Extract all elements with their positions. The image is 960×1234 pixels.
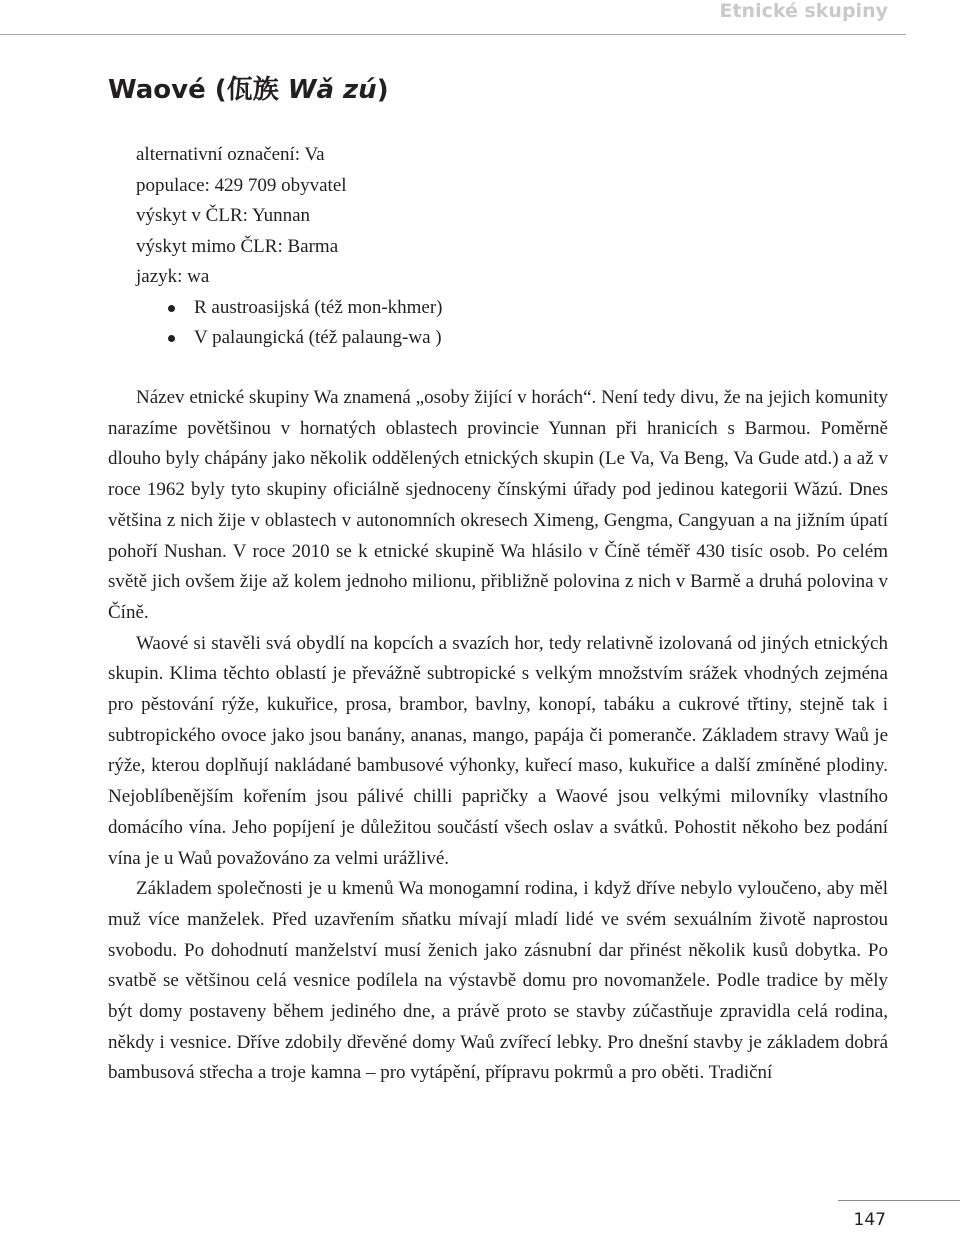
bullet-icon — [168, 305, 175, 312]
language-classification-list — [136, 293, 443, 354]
list-item — [136, 293, 443, 324]
title-pinyin: Wǎ zú — [287, 75, 377, 105]
running-head: Etnické skupiny — [719, 0, 888, 22]
region-outside: výskyt mimo ČLR: Barma — [136, 235, 339, 257]
title-chinese: 佤族 — [226, 75, 279, 105]
list-item — [136, 323, 443, 354]
alt-name: alternativní označení: Va — [136, 144, 325, 165]
title-prefix: Waové ( — [108, 75, 227, 105]
paragraph-society: Základem společnosti je u kmenů Wa monogamní rodina, i když dříve nebylo vyloučeno, aby měl muž více manželek. Před uzavřením sňatku mívají mladí lidé ve svém sexuálním životě naprostou svobodu. Po dohodnutí manželství musí ženich jako zásnubní dar přinést několik kusů dobytka. Po svatbě se většinou celá vesnice podílela na výstavbě domu pro novomanžele. Podle tradice by měly být domy postaveny během jediného dne, a právě proto se stavby zúčastňuje zpravidla celá rodina, někdy i vesnice. Dříve zdobily dřevěné domy Waů zvířecí lebky. Pro dnešní stavby je základem dobrá bambusová střecha a troje kamna – pro vytápění, přípravu pokrmů a pro oběti. Tradiční — [108, 878, 888, 1084]
ethnic-group-facts — [136, 140, 443, 354]
list-item-text: V palaungická (též palaung-wa ) — [194, 327, 442, 348]
paragraph-climate-diet: Waové si stavěli svá obydlí na kopcích a svazích hor, tedy relativně izolovaná od jiných etnických skupin. Klima těchto oblastí je převážně subtropické s velkým množstvím srážek vhodných zejména pro pěstování rýže, kukuřice, prosa, brambor, bavlny, konopí, tabáku a cukrové třtiny, stejně tak i subtropického ovoce jako jsou banány, ananas, mango, papája či pomeranče. Základem stravy Waů je rýže, kterou doplňují nakládané bambusové výhonky, kuřecí maso, kukuřice a další zmíněné plodiny. Nejoblíbenějším kořením jsou pálivé chilli papričky a Waové jsou velkými milovníky vlastního domácího vína. Jeho popíjení je důležitou součástí všech oslav a svátků. Pohostit někoho bez podání vína je u Waů považováno za velmi urážlivé. — [108, 632, 888, 869]
region-prc: výskyt v ČLR: Yunnan — [136, 205, 310, 226]
page-number: 147 — [853, 1210, 886, 1230]
paragraph-name-origin: Název etnické skupiny Wa znamená „osoby žijící v horách“. Není tedy divu, že na jejich komunity narazíme povětšinou v hornatých oblastech provincie Yunnan při hranicích s Barmou. Poměrně dlouho byly chápány jako několik oddělených etnických skupin (Le Va, Va Beng, Va Gude atd.) a až v roce 1962 byly tyto skupiny oficiálně sjednoceny čínskými úřady pod jedinou kategorii Wǎzú. Dnes většina z nich žije v oblastech v autonomních okresech Ximeng, Gengma, Cangyuan a na jižním úpatí pohoří Nushan. V roce 2010 se k etnické skupině Wa hlásilo v Číně téměř 430 tisíc osob. Po celém světě jich ovšem žije až kolem jednoho milionu, přibližně polovina z nich v Barmě a druhá polovina v Číně. — [108, 387, 888, 623]
population: populace: 429 709 obyvatel — [136, 174, 347, 196]
header-divider — [0, 34, 906, 35]
language: jazyk: wa — [136, 266, 210, 287]
bullet-icon — [168, 335, 175, 342]
body-text — [108, 383, 888, 1089]
title-suffix: ) — [376, 75, 389, 105]
footer-divider — [838, 1200, 960, 1201]
list-item-text: R austroasijská (též mon-khmer) — [194, 296, 443, 318]
page-title — [108, 74, 389, 106]
